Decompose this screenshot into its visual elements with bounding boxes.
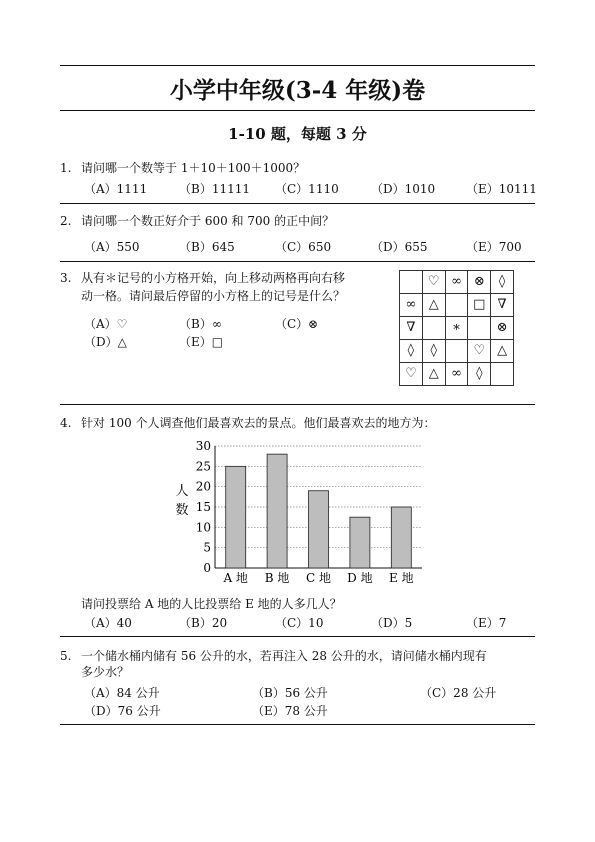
q5-option-c: （C）28 公升 xyxy=(420,686,497,700)
grid-cell xyxy=(445,294,468,317)
q5-option-d: （D）76 公升 xyxy=(84,704,161,718)
grid-cell: ∇ xyxy=(400,317,423,340)
q2-option-e: （E）700 xyxy=(466,240,522,254)
bar xyxy=(350,517,370,568)
question-1-number: 1. xyxy=(60,161,72,175)
y-tick-label: 20 xyxy=(195,479,211,494)
question-2-text: 请问哪一个数正好介于 600 和 700 的正中间？ xyxy=(81,214,335,228)
question-4-text: 针对 100 个人调查他们最喜欢去的景点。他们最喜欢去的地方为： xyxy=(81,416,436,430)
bar xyxy=(267,454,287,568)
grid-cell: △ xyxy=(422,294,445,317)
grid-cell: ◊ xyxy=(491,271,514,294)
q3-option-a: （A）♡ xyxy=(84,317,128,331)
q3-option-b: （B）∞ xyxy=(179,317,222,331)
grid-cell: ∞ xyxy=(445,271,468,294)
q2-option-c: （C）650 xyxy=(275,240,332,254)
grid-cell: ⊗ xyxy=(491,317,514,340)
bar-chart xyxy=(160,436,430,588)
grid-cell: ♡ xyxy=(468,340,491,363)
y-axis-label-part: 人 xyxy=(175,484,189,499)
q5-option-e: （E）78 公升 xyxy=(252,704,328,718)
q3-option-d: （D）△ xyxy=(84,335,127,349)
question-5-number: 5. xyxy=(60,649,72,663)
grid-cell: ◊ xyxy=(468,363,491,386)
grid-cell xyxy=(400,271,423,294)
q2-option-a: （A）550 xyxy=(84,240,140,254)
q2-option-d: （D）655 xyxy=(371,240,428,254)
q1-option-a: （A）1111 xyxy=(84,182,148,196)
x-category-label: D 地 xyxy=(347,571,373,585)
question-3-text-line1: 从有＊记号的小方格开始，向上移动两格再向右移 xyxy=(81,271,346,285)
x-category-label: E 地 xyxy=(389,571,414,585)
q2-option-b: （B）645 xyxy=(179,240,235,254)
y-tick-label: 30 xyxy=(195,439,211,453)
divider-2 xyxy=(60,261,535,262)
q3-option-e: （E）□ xyxy=(179,335,224,349)
grid-cell xyxy=(422,317,445,340)
bar xyxy=(391,507,411,568)
x-category-label: B 地 xyxy=(264,571,290,585)
y-tick-label: 5 xyxy=(203,540,211,555)
grid-cell: □ xyxy=(468,294,491,317)
q4-option-a: （A）40 xyxy=(84,616,132,630)
divider-1 xyxy=(60,203,535,204)
grid-cell: ∇ xyxy=(491,294,514,317)
q1-option-e: （E）10111 xyxy=(466,182,537,196)
grid-cell: ⊗ xyxy=(468,271,491,294)
question-1-text: 请问哪一个数等于 1＋10＋100＋1000？ xyxy=(81,161,306,175)
title-rule xyxy=(60,110,535,111)
x-category-label: C 地 xyxy=(306,571,331,585)
q4-option-c: （C）10 xyxy=(275,616,324,630)
y-tick-label: 15 xyxy=(195,500,211,514)
bar xyxy=(309,491,329,568)
y-axis-label-part: 数 xyxy=(175,503,189,518)
section-subtitle: 1-10 题，每题 3 分 xyxy=(228,125,367,143)
grid-cell: ◊ xyxy=(422,340,445,363)
x-category-label: A 地 xyxy=(223,571,248,585)
divider-3 xyxy=(60,404,535,405)
q5-option-a: （A）84 公升 xyxy=(84,686,160,700)
question-4-number: 4. xyxy=(60,416,72,430)
y-tick-label: 10 xyxy=(195,520,211,535)
grid-cell xyxy=(468,317,491,340)
grid-cell-start: ∗ xyxy=(445,317,468,340)
question-2-number: 2. xyxy=(60,214,72,228)
grid-cell: ◊ xyxy=(400,340,423,363)
q5-option-b: （B）56 公升 xyxy=(252,686,328,700)
grid-cell xyxy=(445,340,468,363)
question-4-prompt: 请问投票给 A 地的人比投票给 E 地的人多几人？ xyxy=(81,597,342,611)
question-3-text-line2: 动一格。请问最后停留的小方格上的记号是什么？ xyxy=(81,289,346,303)
grid-cell: △ xyxy=(422,363,445,386)
question-5-text-line2: 多少水？ xyxy=(81,665,130,679)
grid-cell: ♡ xyxy=(400,363,423,386)
q1-option-b: （B）11111 xyxy=(179,182,250,196)
question-5-text-line1: 一个储水桶内储有 56 公升的水，若再注入 28 公升的水，请问储水桶内现有 xyxy=(81,649,487,663)
divider-4 xyxy=(60,636,535,637)
grid-cell: △ xyxy=(491,340,514,363)
grid-cell: ♡ xyxy=(422,271,445,294)
grid-cell: ∞ xyxy=(445,363,468,386)
grid-cell: ∞ xyxy=(400,294,423,317)
question-3-number: 3. xyxy=(60,271,72,285)
q4-option-d: （D）5 xyxy=(371,616,413,630)
q1-option-d: （D）1010 xyxy=(371,182,436,196)
symbol-grid xyxy=(399,270,514,386)
grid-cell xyxy=(491,363,514,386)
page-title: 小学中年级(3-4 年级)卷 xyxy=(169,77,426,104)
q1-option-c: （C）1110 xyxy=(275,182,339,196)
top-rule xyxy=(60,65,535,66)
q4-option-e: （E）7 xyxy=(466,616,507,630)
y-tick-label: 25 xyxy=(195,459,211,474)
q4-option-b: （B）20 xyxy=(179,616,228,630)
q3-option-c: （C）⊗ xyxy=(275,317,319,331)
divider-5 xyxy=(60,724,535,725)
y-tick-label: 0 xyxy=(203,561,211,575)
bar xyxy=(226,466,246,568)
